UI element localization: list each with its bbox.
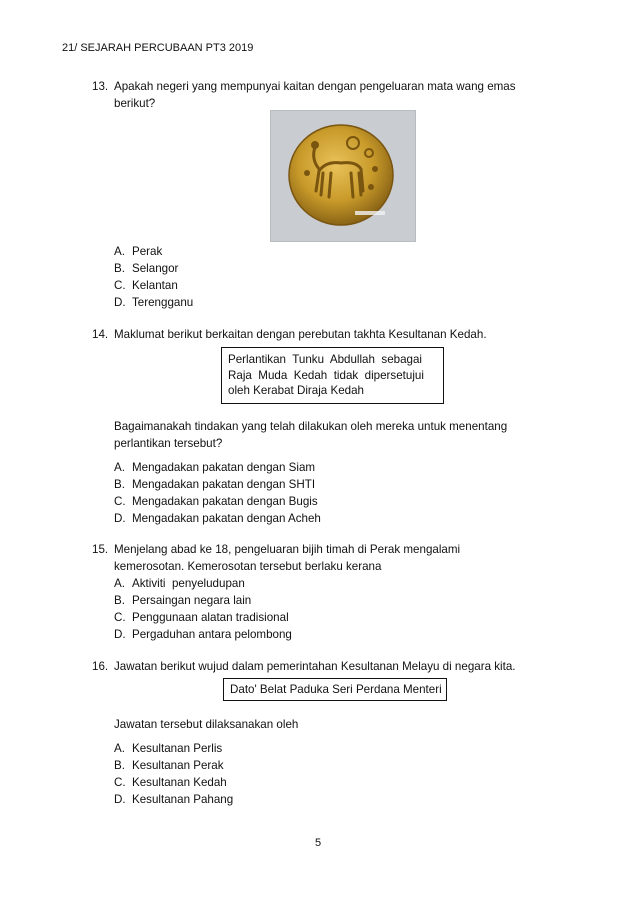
q15-stem-line1: Menjelang abad ke 18, pengeluaran bijih timah di Perak mengalami <box>114 543 461 556</box>
q14-option-b[interactable]: B. Mengadakan pakatan dengan SHTI <box>114 478 316 491</box>
q14-option-d[interactable]: D. Mengadakan pakatan dengan Acheh <box>114 512 321 525</box>
q13-option-c[interactable]: C. Kelantan <box>114 279 178 292</box>
q16-stem: Jawatan berikut wujud dalam pemerintahan Kesultanan Melayu di negara kita. <box>114 660 516 673</box>
q13-option-a[interactable]: A. Perak <box>114 245 163 258</box>
q16-option-b[interactable]: B. Kesultanan Perak <box>114 759 224 772</box>
gold-coin-icon <box>271 111 415 241</box>
q16-number: 16. <box>92 660 109 673</box>
q13-option-b[interactable]: B. Selangor <box>114 262 179 275</box>
q15-option-c[interactable]: C. Penggunaan alatan tradisional <box>114 611 289 624</box>
q14-info-box <box>221 347 444 404</box>
q13-stem-line2: berikut? <box>114 97 156 110</box>
q15-option-a[interactable]: A. Aktiviti penyeludupan <box>114 577 245 590</box>
q14-box-line1: Perlantikan Tunku Abdullah sebagai <box>228 353 423 366</box>
q14-stem: Maklumat berikut berkaitan dengan perebutan takhta Kesultanan Kedah. <box>114 328 487 341</box>
q13-option-d[interactable]: D. Terengganu <box>114 296 194 309</box>
q14-option-a[interactable]: A. Mengadakan pakatan dengan Siam <box>114 461 316 474</box>
q15-option-b[interactable]: B. Persaingan negara lain <box>114 594 252 607</box>
q14-box-line2: Raja Muda Kedah tidak dipersetujui <box>228 368 424 382</box>
q16-option-d[interactable]: D. Kesultanan Pahang <box>114 793 234 806</box>
q16-info-box <box>223 678 447 701</box>
q15-stem-line2: kemerosotan. Kemerosotan tersebut berlaku kerana <box>114 560 382 573</box>
q14-question-line1: Bagaimanakah tindakan yang telah dilakukan oleh mereka untuk menentang <box>114 420 508 433</box>
q14-question-line2: perlantikan tersebut? <box>114 437 223 450</box>
q15-option-d[interactable]: D. Pergaduhan antara pelombong <box>114 628 292 641</box>
q16-option-a[interactable]: A. Kesultanan Perlis <box>114 742 223 755</box>
page-number: 5 <box>315 837 322 849</box>
q16-question: Jawatan tersebut dilaksanakan oleh <box>114 718 299 731</box>
coin-photo <box>270 110 416 242</box>
q16-option-c[interactable]: C. Kesultanan Kedah <box>114 776 227 789</box>
q13-number: 13. <box>92 80 109 93</box>
q14-box-line3: oleh Kerabat Diraja Kedah <box>228 384 364 397</box>
page-header: 21/ SEJARAH PERCUBAAN PT3 2019 <box>62 42 254 54</box>
q15-number: 15. <box>92 543 109 556</box>
q13-stem-line1: Apakah negeri yang mempunyai kaitan dengan pengeluaran mata wang emas <box>114 80 516 93</box>
q14-number: 14. <box>92 328 109 341</box>
q14-option-c[interactable]: C. Mengadakan pakatan dengan Bugis <box>114 495 318 508</box>
q16-box-text: Dato' Belat Paduka Seri Perdana Menteri <box>230 683 442 696</box>
